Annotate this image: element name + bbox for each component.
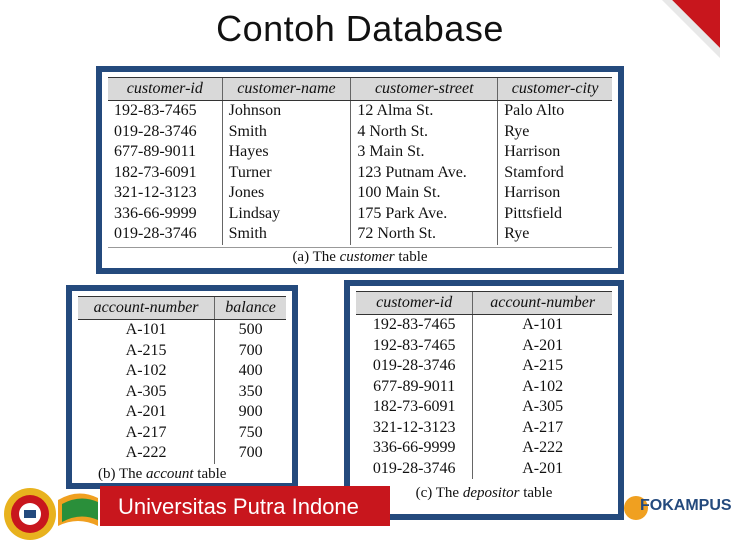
table-cell: 192-83-7465 [372,336,456,354]
table-cell: 400 [215,361,286,382]
table-cell: Stamford [498,163,612,184]
column-header-customer-id: customer-id [108,78,222,101]
table-cell: 12 Alma St. [351,101,498,122]
table-row [78,423,286,444]
table-cell: A-201 [473,459,612,480]
table-cell: 677-89-9011 [373,377,456,395]
table-cell: 336-66-9999 [114,204,197,222]
table-row [356,438,612,459]
customer-table-header-row [108,78,612,101]
caption-table-name: account [146,465,194,482]
table-row [108,204,612,225]
table-cell: Pittsfield [498,204,612,225]
table-cell: 72 North St. [351,224,498,245]
table-cell: 500 [215,320,286,341]
table-row [108,224,612,245]
account-table-body [78,320,286,464]
table-row [356,336,612,357]
table-cell: A-215 [473,356,612,377]
table-cell: Jones [222,183,351,204]
table-cell: 900 [215,402,286,423]
table-cell: 700 [215,341,286,362]
table-cell: Johnson [222,101,351,122]
table-cell: Harrison [498,142,612,163]
table-row [78,443,286,464]
table-cell: Rye [498,122,612,143]
table-cell: A-222 [125,444,167,462]
table-row [78,341,286,362]
depositor-table [356,291,612,479]
table-row [108,163,612,184]
column-header-customer-city: customer-city [498,78,612,101]
table-cell: 123 Putnam Ave. [351,163,498,184]
table-row [108,101,612,122]
account-table-frame [66,285,298,489]
table-cell: 700 [215,443,286,464]
table-row [78,361,286,382]
table-cell: A-217 [473,418,612,439]
table-row [78,320,286,341]
table-cell: A-305 [473,397,612,418]
caption-table-name: depositor [462,485,520,501]
caption-prefix: (c) The [415,485,463,501]
table-cell: A-217 [125,423,167,441]
table-cell: 321-12-3123 [372,418,456,436]
customer-table-body [108,101,612,245]
table-cell: A-101 [473,315,612,336]
table-cell: 350 [215,382,286,403]
customer-table [108,77,612,245]
column-header-account-number: account-number [78,297,215,320]
caption-suffix: table [519,485,553,501]
depositor-table-body [356,315,612,480]
table-cell: Rye [498,224,612,245]
table-row [108,142,612,163]
caption-suffix: table [394,248,428,265]
table-cell: A-102 [473,377,612,398]
table-cell: A-305 [125,382,167,400]
table-row [356,356,612,377]
page-title: Contoh Database [216,8,504,49]
table-cell: A-222 [473,438,612,459]
table-cell: Hayes [222,142,351,163]
table-row [356,315,612,336]
table-row [78,402,286,423]
column-header-customer-name: customer-name [222,78,351,101]
table-cell: Turner [222,163,351,184]
column-header-account-number: account-number [473,292,612,315]
table-cell: 750 [215,423,286,444]
table-cell: 019-28-3746 [372,357,456,375]
table-cell: 175 Park Ave. [351,204,498,225]
account-table [78,296,286,464]
table-cell: 3 Main St. [351,142,498,163]
table-cell: A-201 [473,336,612,357]
table-cell: 336-66-9999 [372,439,456,457]
corner-decoration [662,0,720,58]
university-logo-icon [0,480,98,540]
table-cell: Smith [222,224,351,245]
table-cell: 019-28-3746 [114,122,197,140]
table-cell: Palo Alto [498,101,612,122]
partner-name: FOKAMPUS [640,497,732,514]
table-cell: 192-83-7465 [372,316,456,334]
caption-table-name: customer [339,248,395,265]
university-name: Universitas Putra Indone [118,494,359,519]
table-cell: A-101 [125,321,167,339]
table-cell: 4 North St. [351,122,498,143]
table-row [356,418,612,439]
caption-prefix: (b) The [98,465,147,482]
table-cell: 182-73-6091 [114,163,197,181]
table-row [356,397,612,418]
table-cell: 019-28-3746 [372,459,456,477]
column-header-customer-street: customer-street [351,78,498,101]
table-cell: 100 Main St. [351,183,498,204]
account-table-header-row [78,297,286,320]
caption-suffix: table [193,465,227,482]
customer-table-frame [96,66,624,274]
column-header-balance: balance [215,297,286,320]
depositor-table-header-row [356,292,612,315]
table-cell: A-201 [125,403,167,421]
table-cell: 019-28-3746 [114,225,197,243]
table-cell: 321-12-3123 [114,184,197,202]
table-cell: Harrison [498,183,612,204]
table-row [108,183,612,204]
footer-bar [0,480,732,540]
table-cell: 192-83-7465 [114,102,197,120]
customer-table-caption [108,247,612,266]
column-header-customer-id: customer-id [356,292,473,315]
caption-prefix: (a) The [292,248,340,265]
table-cell: A-102 [125,362,167,380]
table-cell: 182-73-6091 [372,398,456,416]
table-cell: Lindsay [222,204,351,225]
table-cell: A-215 [125,341,167,359]
table-row [78,382,286,403]
table-row [356,377,612,398]
table-cell: 677-89-9011 [114,143,197,161]
table-row [356,459,612,480]
table-row [108,122,612,143]
table-cell: Smith [222,122,351,143]
